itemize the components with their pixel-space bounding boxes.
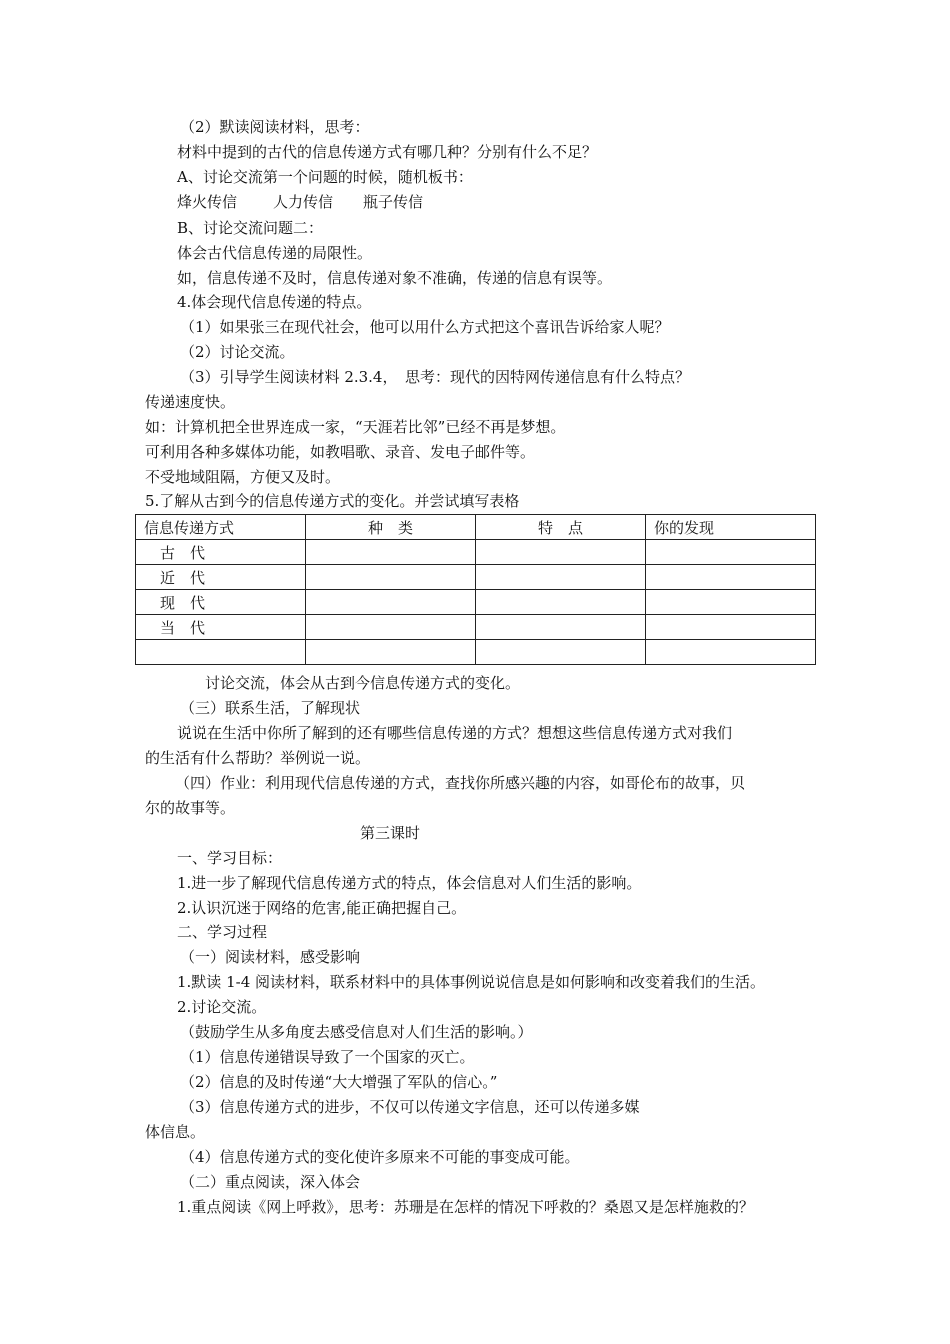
- line-9: （1）如果张三在现代社会，他可以用什么方式把这个喜讯告诉给家人呢？: [180, 318, 670, 336]
- table-cell: [646, 540, 816, 565]
- line-22: 尔的故事等。: [145, 799, 236, 817]
- table-cell: [306, 540, 476, 565]
- line-37: （二）重点阅读，深入体会: [180, 1173, 361, 1191]
- table-row-label: 古 代: [136, 540, 306, 565]
- table-cell: [646, 565, 816, 590]
- table-cell: [646, 590, 816, 615]
- line-11: （3）引导学生阅读材料 2.3.4， 思考：现代的因特网传递信息有什么特点？: [180, 368, 690, 386]
- line-6: 体会古代信息传递的局限性。: [177, 244, 373, 262]
- table-cell: [306, 640, 476, 665]
- table-row: [136, 590, 816, 615]
- table-header: 特 点: [476, 515, 646, 540]
- table-cell: [306, 565, 476, 590]
- table-row: [136, 540, 816, 565]
- info-transfer-table: [135, 514, 816, 665]
- table-cell: [646, 615, 816, 640]
- line-32: （1）信息传递错误导致了一个国家的灭亡。: [180, 1048, 475, 1066]
- table-row-label: 现 代: [136, 590, 306, 615]
- line-5: B、讨论交流问题二：: [177, 219, 324, 237]
- table-cell: [646, 640, 816, 665]
- line-29: 1.默读 1-4 阅读材料，联系材料中的具体事例说说信息是如何影响和改变着我们的生活。: [177, 973, 766, 991]
- table-row: [136, 615, 816, 640]
- line-30: 2.讨论交流。: [177, 998, 267, 1016]
- line-31: （鼓励学生从多角度去感受信息对人们生活的影响。）: [180, 1023, 533, 1041]
- line-38: 1.重点阅读《网上呼救》，思考：苏珊是在怎样的情况下呼救的？桑恩又是怎样施救的？: [177, 1198, 754, 1216]
- line-33: （2）信息的及时传递“大大增强了军队的信心。”: [180, 1073, 498, 1091]
- line-18: （三）联系生活，了解现状: [180, 699, 361, 717]
- line-21: （四）作业：利用现代信息传递的方式，查找你所感兴趣的内容，如哥伦布的故事，贝: [175, 774, 746, 792]
- table-cell: [306, 615, 476, 640]
- line-4b: 人力传信: [273, 193, 334, 211]
- line-4c: 瓶子传信: [363, 193, 424, 211]
- table-row-label: 近 代: [136, 565, 306, 590]
- table-header: 种 类: [306, 515, 476, 540]
- line-36: （4）信息传递方式的变化使许多原来不可能的事变成可能。: [180, 1148, 580, 1166]
- table-row: [136, 565, 816, 590]
- line-27: 二、学习过程: [177, 923, 268, 941]
- line-3: A、讨论交流第一个问题的时候，随机板书：: [177, 168, 473, 186]
- line-15: 不受地域阻隔，方便又及时。: [145, 468, 341, 486]
- line-8: 4.体会现代信息传递的特点。: [177, 293, 372, 311]
- section-title: 第三课时: [360, 824, 421, 842]
- line-24: 一、学习目标：: [177, 849, 283, 867]
- line-12: 传递速度快。: [145, 393, 236, 411]
- line-4a: 烽火传信: [177, 193, 238, 211]
- line-16: 5.了解从古到今的信息传递方式的变化。并尝试填写表格: [145, 492, 520, 510]
- table-cell: [306, 590, 476, 615]
- table-cell: [476, 540, 646, 565]
- line-17: 讨论交流，体会从古到今信息传递方式的变化。: [205, 674, 521, 692]
- table-cell: [476, 615, 646, 640]
- line-25: 1.进一步了解现代信息传递方式的特点，体会信息对人们生活的影响。: [177, 874, 642, 892]
- line-26: 2.认识沉迷于网络的危害,能正确把握自己。: [177, 899, 467, 917]
- line-20: 的生活有什么帮助？举例说一说。: [145, 749, 371, 767]
- line-10: （2）讨论交流。: [180, 343, 295, 361]
- line-1: （2）默读阅读材料，思考：: [180, 118, 370, 136]
- line-35: 体信息。: [145, 1123, 206, 1141]
- table-cell: [476, 565, 646, 590]
- table-cell: [476, 590, 646, 615]
- table-row: [136, 640, 816, 665]
- table-row-label: [136, 640, 306, 665]
- line-14: 可利用各种多媒体功能，如教唱歌、录音、发电子邮件等。: [145, 443, 536, 461]
- table-row-label: 当 代: [136, 615, 306, 640]
- line-28: （一）阅读材料，感受影响: [180, 948, 361, 966]
- line-7: 如，信息传递不及时，信息传递对象不准确，传递的信息有误等。: [177, 269, 613, 287]
- line-34: （3）信息传递方式的进步，不仅可以传递文字信息，还可以传递多媒: [180, 1098, 640, 1116]
- table-header-row: [136, 515, 816, 540]
- table-header: 你的发现: [646, 515, 816, 540]
- line-2: 材料中提到的古代的信息传递方式有哪几种？分别有什么不足？: [177, 143, 598, 161]
- table-header: 信息传递方式: [136, 515, 306, 540]
- line-13: 如：计算机把全世界连成一家，“天涯若比邻”已经不再是梦想。: [145, 418, 566, 436]
- table-cell: [476, 640, 646, 665]
- line-19: 说说在生活中你所了解到的还有哪些信息传递的方式？想想这些信息传递方式对我们: [177, 724, 733, 742]
